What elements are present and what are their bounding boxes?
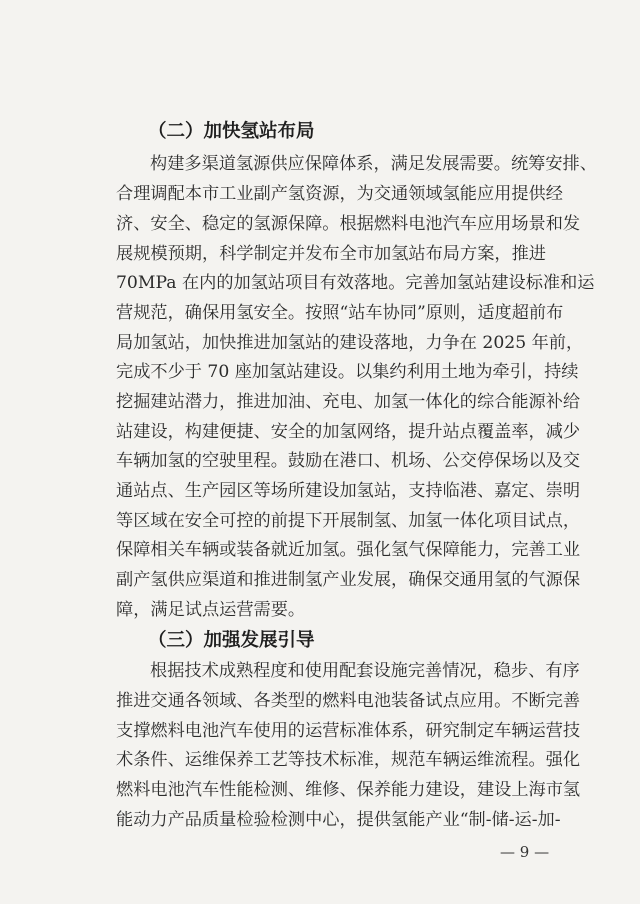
paragraph-line: 完成不少于 70 座加氢站建设。以集约利用土地为牵引，持续 — [116, 362, 579, 382]
paragraph-line: 保障相关车辆或装备就近加氢。强化氢气保障能力，完善工业 — [116, 540, 581, 560]
section-heading: （三）加强发展引导 — [148, 630, 315, 651]
paragraph-line: 推进交通各领域、各类型的燃料电池装备试点应用。不断完善 — [116, 691, 581, 711]
paragraph-line: 支撑燃料电池汽车使用的运营标准体系，研究制定车辆运营技 — [116, 721, 581, 741]
paragraph-line: 展规模预期，科学制定并发布全市加氢站布局方案，推进 — [116, 244, 546, 264]
paragraph-line: 燃料电池汽车性能检测、维修、保养能力建设，建设上海市氢 — [116, 780, 581, 800]
paragraph-line: 根据技术成熟程度和使用配套设施完善情况，稳步、有序 — [150, 661, 580, 681]
paragraph-line: 合理调配本市工业副产氢资源，为交通领域氢能应用提供经 — [116, 184, 563, 204]
paragraph-line: 站建设，构建便捷、安全的加氢网络，提升站点覆盖率，减少 — [116, 422, 581, 442]
paragraph-line: 车辆加氢的空驶里程。鼓励在港口、机场、公交停保场以及交 — [116, 451, 581, 471]
paragraph-line: 局加氢站，加快推进加氢站的建设落地，力争在 2025 年前， — [116, 333, 584, 353]
paragraph-line: 等区域在安全可控的前提下开展制氢、加氢一体化项目试点， — [116, 511, 581, 531]
paragraph-line: 济、安全、稳定的氢源保障。根据燃料电池汽车应用场景和发 — [116, 214, 581, 234]
paragraph-line: 障，满足试点运营需要。 — [116, 600, 306, 620]
paragraph-line: 挖掘建站潜力，推进加油、充电、加氢一体化的综合能源补给 — [116, 392, 581, 412]
paragraph-line: 营规范，确保用氢安全。按照“站车协同”原则，适度超前布 — [116, 303, 564, 323]
paragraph-line: 能动力产品质量检验检测中心，提供氢能产业“制-储-运-加- — [116, 810, 561, 830]
paragraph-line: 70MPa 在内的加氢站项目有效落地。完善加氢站建设标准和运 — [116, 273, 595, 293]
paragraph-line: 构建多渠道氢源供应保障体系，满足发展需要。统筹安排、 — [150, 154, 597, 174]
section-heading: （二）加快氢站布局 — [148, 121, 315, 142]
paragraph-line: 通站点、生产园区等场所建设加氢站，支持临港、嘉定、崇明 — [116, 481, 581, 501]
paragraph-line: 术条件、运维保养工艺等技术标准，规范车辆运维流程。强化 — [116, 750, 581, 770]
page-number: — 9 — — [500, 843, 550, 861]
paragraph-line: 副产氢供应渠道和推进制氢产业发展，确保交通用氢的气源保 — [116, 570, 581, 590]
